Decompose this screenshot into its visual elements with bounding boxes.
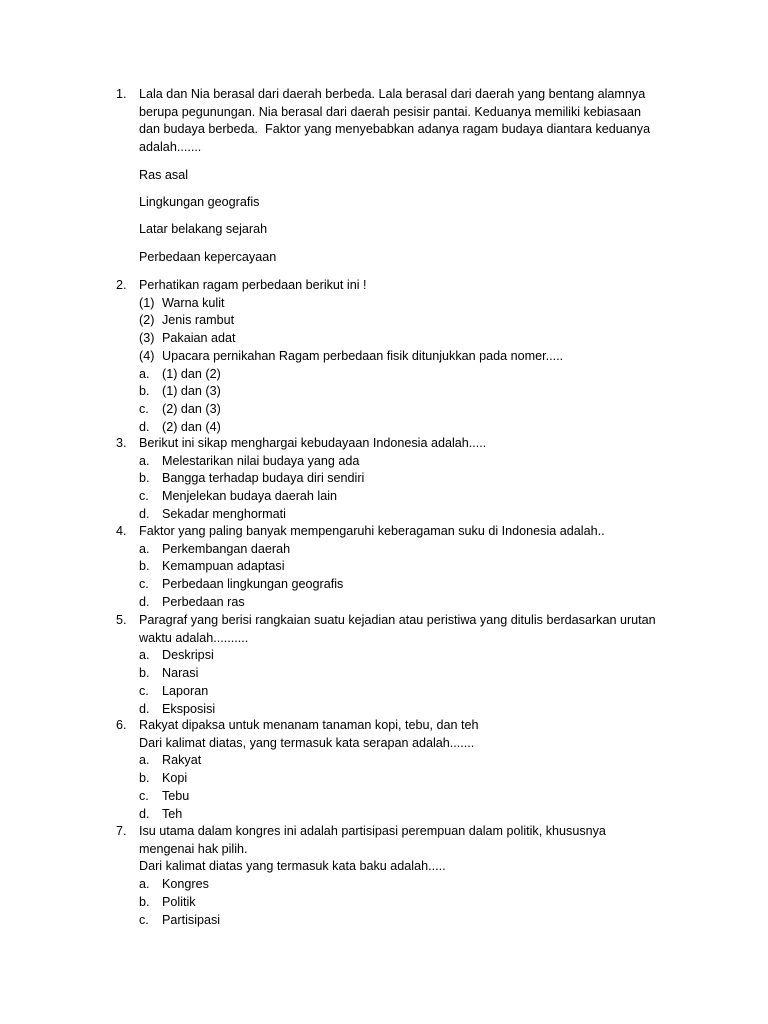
- answer-option: a. Rakyat: [139, 753, 202, 768]
- question-text-line: Perhatikan ragam perbedaan berikut ini !: [139, 278, 367, 292]
- answer-option: d. (2) dan (4): [139, 419, 221, 434]
- answer-option: c. Perbedaan lingkungan geografis: [139, 577, 344, 592]
- question-body: [139, 86, 676, 157]
- question-number: 4.: [116, 524, 127, 538]
- question-text-line: Dari kalimat diatas yang termasuk kata baku adalah.....: [139, 859, 446, 874]
- question-body: [139, 523, 676, 612]
- question-7: [116, 823, 676, 929]
- numbered-item: (4) Upacara pernikahan Ragam perbedaan fisik ditunjukkan pada nomer.....: [139, 348, 564, 363]
- question-text-line: adalah.......: [139, 140, 202, 155]
- answer-option: c. Laporan: [139, 683, 209, 698]
- answer-option: c. Menjelekan budaya daerah lain: [139, 489, 338, 504]
- question-text-line: waktu adalah..........: [139, 630, 249, 645]
- question-text-line: Lala dan Nia berasal dari daerah berbeda. Lala berasal dari daerah yang bentang alamnya: [139, 87, 646, 101]
- question-text-line: Faktor yang paling banyak mempengaruhi keberagaman suku di Indonesia adalah..: [139, 524, 605, 538]
- question-text-line: dan budaya berbeda. Faktor yang menyebabkan adanya ragam budaya diantara keduanya: [139, 122, 651, 137]
- answer-option: a. Deskripsi: [139, 648, 214, 663]
- numbered-item: (1) Warna kulit: [139, 295, 225, 310]
- answer-option: d. Perbedaan ras: [139, 594, 245, 609]
- answer-option: Latar belakang sejarah: [139, 222, 268, 237]
- question-1: [116, 86, 676, 157]
- numbered-item: (3) Pakaian adat: [139, 331, 236, 346]
- answer-option: d. Sekadar menghormati: [139, 506, 286, 521]
- question-body: [139, 612, 676, 718]
- question-text-line: berupa pegunungan. Nia berasal dari daerah pesisir pantai. Keduanya memiliki kebiasaan: [139, 104, 641, 119]
- question-text-line: Dari kalimat diatas, yang termasuk kata serapan adalah.......: [139, 735, 475, 750]
- question-number: 7.: [116, 824, 127, 838]
- question-6: [116, 717, 676, 823]
- question-text-line: Isu utama dalam kongres ini adalah partisipasi perempuan dalam politik, khususnya: [139, 824, 606, 838]
- answer-option: Perbedaan kepercayaan: [139, 249, 277, 264]
- answer-option: b. Politik: [139, 894, 196, 909]
- answer-option: d. Teh: [139, 806, 183, 821]
- answer-option: b. Kopi: [139, 771, 188, 786]
- answer-option: Lingkungan geografis: [139, 195, 260, 210]
- question-body: [139, 277, 676, 436]
- question-text-line: Rakyat dipaksa untuk menanam tanaman kopi, tebu, dan teh: [139, 718, 479, 732]
- question-body: [139, 823, 676, 929]
- question-number: 2.: [116, 278, 127, 292]
- answer-option: c. (2) dan (3): [139, 401, 221, 416]
- answer-option: a. (1) dan (2): [139, 366, 221, 381]
- answer-option: a. Perkembangan daerah: [139, 541, 291, 556]
- answer-option: c. Partisipasi: [139, 912, 221, 927]
- answer-option: b. Bangga terhadap budaya diri sendiri: [139, 471, 365, 486]
- question-number: 6.: [116, 718, 127, 732]
- question-number: 5.: [116, 613, 127, 627]
- answer-option: c. Tebu: [139, 788, 190, 803]
- question-number: 3.: [116, 436, 127, 450]
- answer-option: b. (1) dan (3): [139, 384, 221, 399]
- question-text-line: mengenai hak pilih.: [139, 841, 248, 856]
- question-5: [116, 612, 676, 718]
- question-2: [116, 277, 676, 436]
- question-number: 1.: [116, 87, 127, 101]
- answer-option: b. Kemampuan adaptasi: [139, 559, 285, 574]
- numbered-item: (2) Jenis rambut: [139, 313, 235, 328]
- question-3: [116, 435, 676, 524]
- question-text-line: Berikut ini sikap menghargai kebudayaan Indonesia adalah.....: [139, 436, 487, 450]
- answer-option: a. Kongres: [139, 877, 209, 892]
- answer-option: a. Melestarikan nilai budaya yang ada: [139, 453, 360, 468]
- answer-option: b. Narasi: [139, 666, 199, 681]
- question-body: [139, 717, 676, 823]
- answer-option: Ras asal: [139, 168, 188, 182]
- question-body: [139, 435, 676, 524]
- answer-option: d. Eksposisi: [139, 701, 216, 716]
- question-4: [116, 523, 676, 612]
- question-text-line: Paragraf yang berisi rangkaian suatu kejadian atau peristiwa yang ditulis berdasarkan urutan: [139, 613, 656, 627]
- question-1-options: [116, 167, 676, 266]
